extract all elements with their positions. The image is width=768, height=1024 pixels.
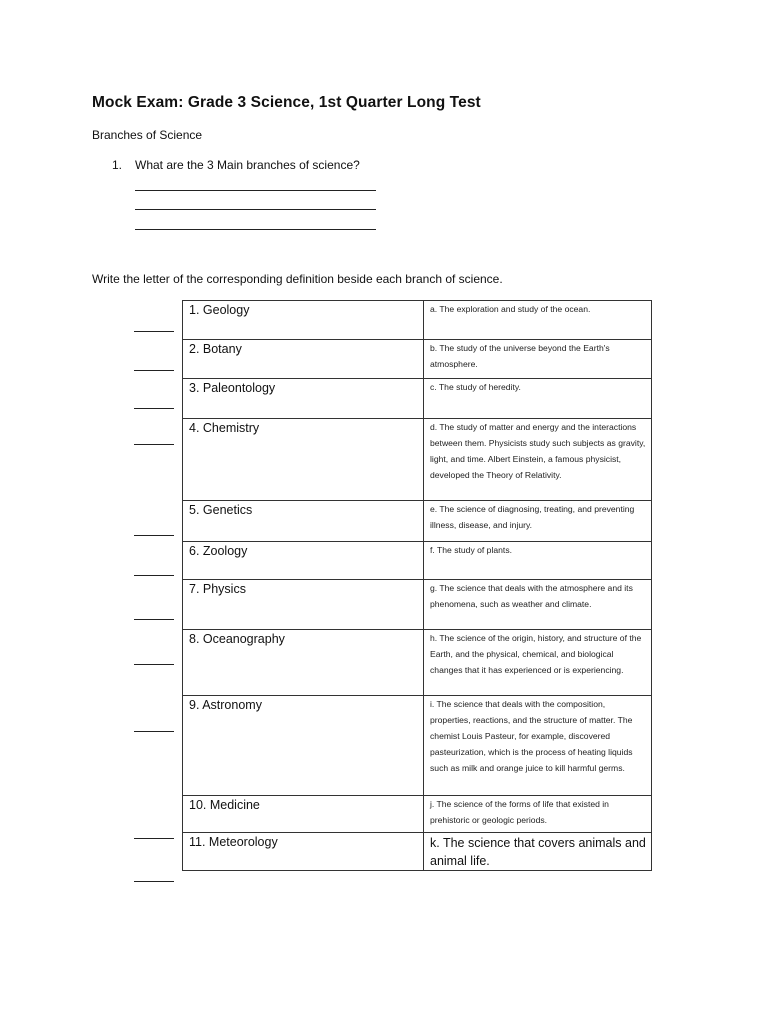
- table-row: [183, 833, 652, 871]
- answer-blank-6[interactable]: [134, 575, 174, 576]
- section-title: Branches of Science: [92, 128, 203, 142]
- branch-name: 8. Oceanography: [183, 630, 424, 696]
- instruction-text: Write the letter of the corresponding definition beside each branch of science.: [92, 272, 503, 286]
- answer-blank-9[interactable]: [134, 731, 174, 732]
- table-row: [183, 796, 652, 833]
- definition-text: k. The science that covers animals and animal life.: [424, 833, 652, 871]
- table-row: [183, 630, 652, 696]
- branch-name: 4. Chemistry: [183, 419, 424, 501]
- branch-name: 11. Meteorology: [183, 833, 424, 871]
- branch-name: 5. Genetics: [183, 501, 424, 542]
- table-row: [183, 501, 652, 542]
- answer-blank-5[interactable]: [134, 535, 174, 536]
- branch-name: 6. Zoology: [183, 542, 424, 580]
- definition-text: b. The study of the universe beyond the Earth's atmosphere.: [424, 340, 652, 379]
- table-row: [183, 542, 652, 580]
- branch-name: 10. Medicine: [183, 796, 424, 833]
- page-title: Mock Exam: Grade 3 Science, 1st Quarter Long Test: [92, 94, 481, 111]
- branch-name: 2. Botany: [183, 340, 424, 379]
- answer-line-1[interactable]: [135, 190, 376, 191]
- answer-line-3[interactable]: [135, 229, 376, 230]
- definition-text: g. The science that deals with the atmosphere and its phenomena, such as weather and climate.: [424, 580, 652, 630]
- table-row: [183, 301, 652, 340]
- definition-text: c. The study of heredity.: [424, 379, 652, 419]
- table-row: [183, 580, 652, 630]
- answer-blank-10[interactable]: [134, 838, 174, 839]
- branch-name: 7. Physics: [183, 580, 424, 630]
- answer-blank-11[interactable]: [134, 881, 174, 882]
- answer-blank-8[interactable]: [134, 664, 174, 665]
- answer-blank-1[interactable]: [134, 331, 174, 332]
- answer-line-2[interactable]: [135, 209, 376, 210]
- branch-name: 3. Paleontology: [183, 379, 424, 419]
- table-row: [183, 696, 652, 796]
- branch-name: 1. Geology: [183, 301, 424, 340]
- question-text: What are the 3 Main branches of science?: [135, 158, 360, 172]
- definition-text: e. The science of diagnosing, treating, and preventing illness, disease, and injury.: [424, 501, 652, 542]
- table-row: [183, 340, 652, 379]
- definition-text: f. The study of plants.: [424, 542, 652, 580]
- table-row: [183, 419, 652, 501]
- answer-blank-3[interactable]: [134, 408, 174, 409]
- definition-text: i. The science that deals with the composition, properties, reactions, and the structure of matter. The chemist Louis Pasteur, for example, discovered pasteurization, which is the process of heating liquids such as milk and orange juice to kill harmful germs.: [424, 696, 652, 796]
- definition-text: j. The science of the forms of life that existed in prehistoric or geologic periods.: [424, 796, 652, 833]
- answer-blank-4[interactable]: [134, 444, 174, 445]
- question-number: 1.: [112, 158, 123, 172]
- definition-text: a. The exploration and study of the ocean.: [424, 301, 652, 340]
- matching-table: [182, 300, 652, 871]
- answer-blank-2[interactable]: [134, 370, 174, 371]
- table-row: [183, 379, 652, 419]
- definition-text: d. The study of matter and energy and the interactions between them. Physicists study such subjects as gravity, light, and time. Albert Einstein, a famous physicist, developed the Theory of Relativity.: [424, 419, 652, 501]
- definition-text: h. The science of the origin, history, and structure of the Earth, and the physical, chemical, and biological changes that it has experienced or is experiencing.: [424, 630, 652, 696]
- branch-name: 9. Astronomy: [183, 696, 424, 796]
- answer-blank-7[interactable]: [134, 619, 174, 620]
